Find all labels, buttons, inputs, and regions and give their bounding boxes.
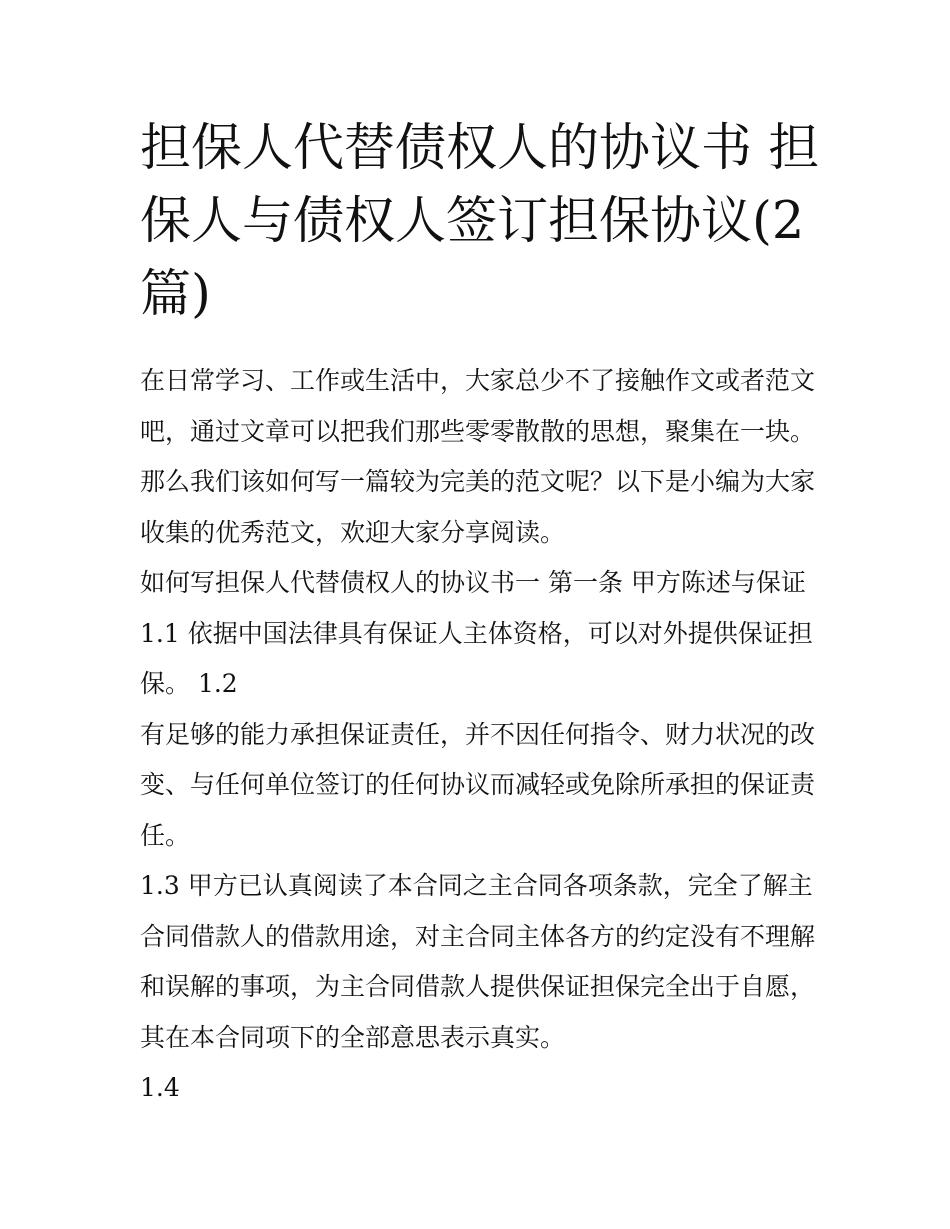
paragraph-clause-1-3: 1.3 甲方已认真阅读了本合同之主合同各项条款，完全了解主合同借款人的借款用途，对主合同主体各方的约定没有不理解和误解的事项，为主合同借款人提供保证担保完全出于自愿，其在本合同项下的全部意思表示真实。 — [140, 871, 816, 1052]
paragraph-clause-1-4: 1.4 — [140, 1073, 180, 1102]
paragraph-clause-1-1: 如何写担保人代替债权人的协议书一 第一条 甲方陈述与保证 1.1 依据中国法律具有保证人主体资格，可以对外提供保证担保。 1.2 — [140, 568, 813, 698]
document-title: 担保人代替债权人的协议书 担保人与债权人签订担保协议(2篇) — [140, 119, 820, 324]
paragraph-clause-1-2: 有足够的能力承担保证责任，并不因任何指令、财力状况的改变、与任何单位签订的任何协议而减轻或免除所承担的保证责任。 — [140, 719, 816, 850]
paragraph-intro: 在日常学习、工作或生活中，大家总少不了接触作文或者范文吧，通过文章可以把我们那些零零散散的思想，聚集在一块。那么我们该如何写一篇较为完美的范文呢？以下是小编为大家收集的优秀范文，欢迎大家分享阅读。 — [140, 366, 816, 547]
document-body — [140, 356, 820, 1114]
